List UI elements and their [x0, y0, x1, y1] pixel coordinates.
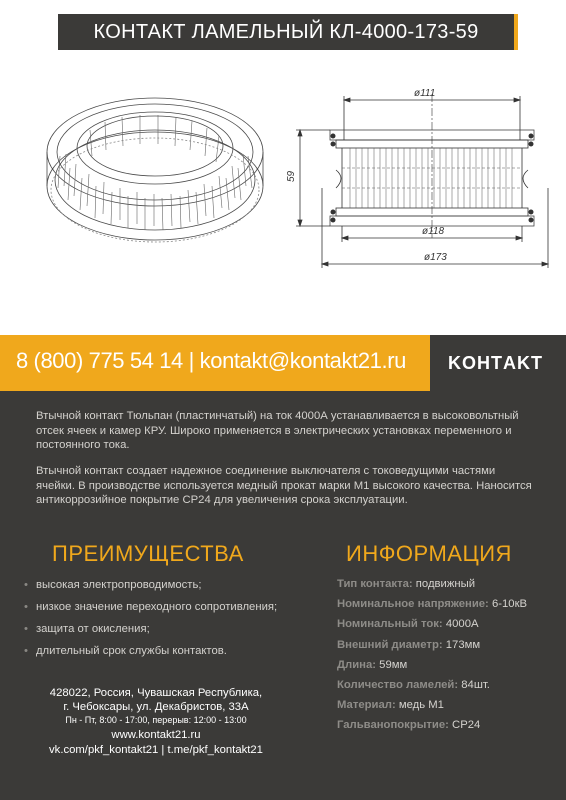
info-label: Номинальный ток: [337, 618, 443, 631]
info-value: 6-10кВ [488, 598, 528, 611]
social-links[interactable]: vk.com/pkf_kontakt21 | t.me/pkf_kontakt21 [49, 744, 263, 756]
logo-box [430, 335, 566, 391]
dimension-118: ø118 [422, 226, 445, 237]
info-value: 84шт. [458, 678, 490, 691]
info-label: Количество ламелей: [337, 678, 459, 691]
address-block [0, 686, 312, 726]
description-paragraph-2: Втычной контакт создает надежное соединение выключателя с токоведущими частями ячейки. В производстве используется медный прокат марки М1 высокого качества. Наносится антикоррозийное покрытие СР24 для увеличения срока эксплуатации. [36, 465, 532, 506]
address-line-1: 428022, Россия, Чувашская Республика, [49, 687, 263, 699]
info-row [337, 659, 527, 679]
dimension-111: ø111 [414, 88, 436, 99]
info-value: медь М1 [395, 699, 444, 712]
info-row [337, 618, 527, 638]
info-value: подвижный [412, 578, 476, 590]
description-paragraph-1: Втычной контакт Тюльпан (пластинчатый) на ток 4000А устанавливается в высоковольтный отсек ячеек и камер КРУ. Широко применяется в электрических установках переменного и постоянного тока. [36, 410, 519, 451]
list-item: • длительный срок службы контактов. [24, 644, 277, 666]
info-value: 59мм [376, 658, 408, 671]
info-label: Номинальное напряжение: [337, 598, 489, 611]
information-heading: ИНФОРМАЦИЯ [346, 541, 512, 566]
ring-illustration [47, 98, 263, 242]
website-link[interactable]: www.kontakt21.ru [111, 729, 201, 741]
info-row [337, 719, 527, 739]
info-row [337, 578, 527, 598]
working-hours: Пн - Пт, 8:00 - 17:00, перерыв: 12:00 - 13:00 [65, 715, 247, 725]
info-value: 173мм [442, 638, 481, 651]
info-value: 4000А [442, 618, 479, 631]
address-line-2: г. Чебоксары, ул. Декабристов, 33А [63, 701, 249, 713]
advantages-list [24, 578, 277, 666]
info-row [337, 699, 527, 719]
web-links [0, 728, 312, 758]
info-row [337, 598, 527, 618]
section-drawing [296, 94, 548, 268]
list-item: • высокая электропроводимость; [24, 578, 277, 600]
info-label: Тип контакта: [337, 578, 413, 590]
info-label: Длина: [337, 658, 377, 671]
phone-email-line[interactable]: 8 (800) 775 54 14 | kontakt@kontakt21.ru [16, 348, 406, 373]
info-label: Гальванопокрытие: [337, 719, 449, 732]
info-row [337, 679, 527, 699]
list-item: • защита от окисления; [24, 622, 277, 644]
info-value: СР24 [448, 719, 481, 732]
information-list [337, 578, 527, 740]
advantages-heading: ПРЕИМУЩЕСТВА [52, 541, 244, 566]
info-row [337, 639, 527, 659]
dimension-59: 59 [286, 170, 297, 182]
contact-strip [0, 335, 430, 391]
company-logo: KOНТAKT [448, 353, 543, 373]
list-item: • низкое значение переходного сопротивления; [24, 600, 277, 622]
title-bar [58, 14, 518, 50]
info-label: Внешний диаметр: [337, 638, 443, 651]
page-title: КОНТАКТ ЛАМЕЛЬНЫЙ КЛ-4000-173-59 [93, 21, 479, 43]
contact-band [0, 335, 566, 391]
dimension-173: ø173 [424, 252, 447, 263]
technical-drawing [0, 60, 566, 320]
info-label: Материал: [337, 699, 396, 712]
